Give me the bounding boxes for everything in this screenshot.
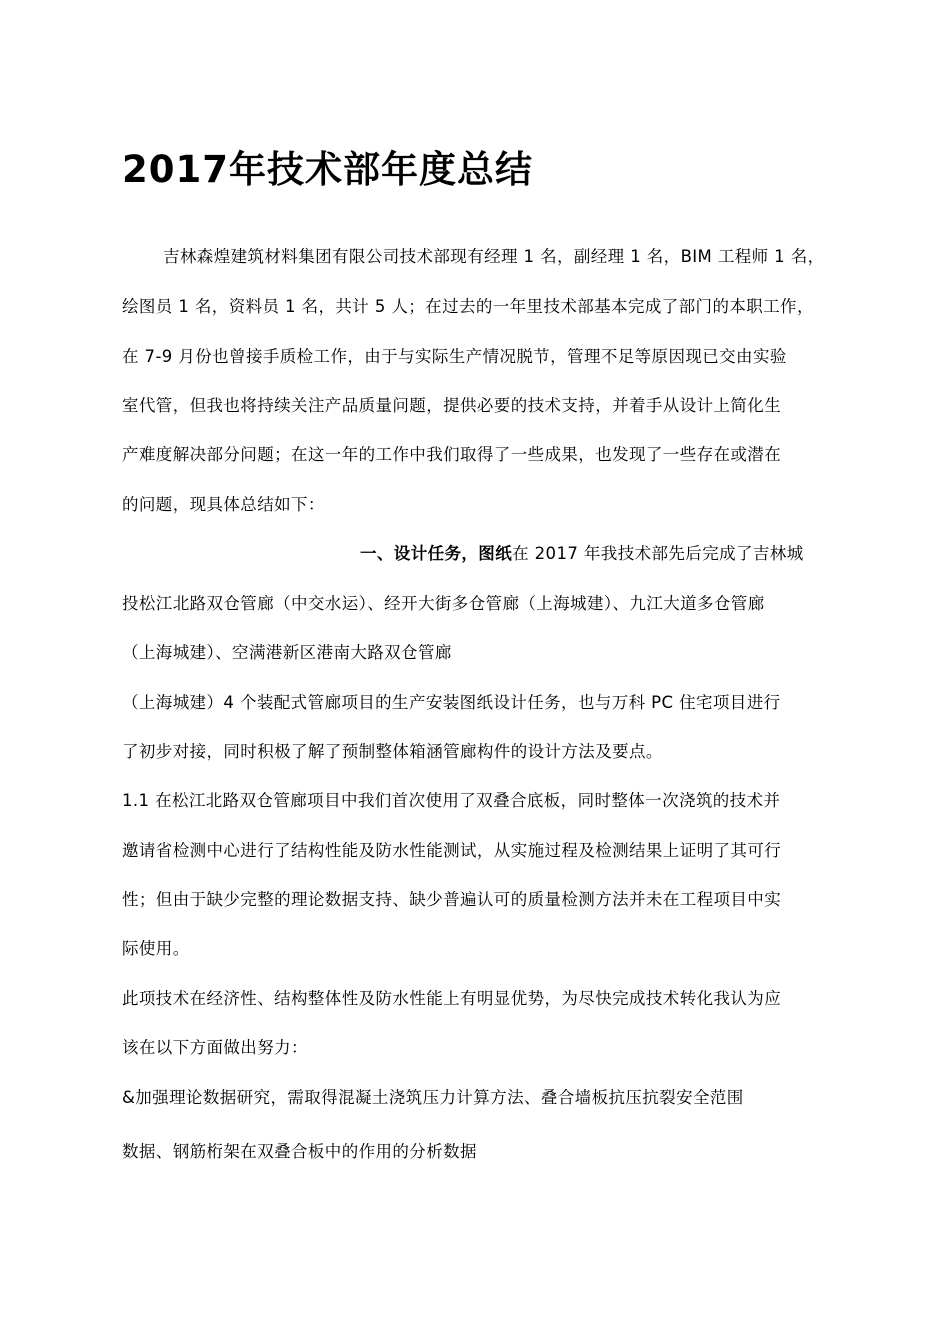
paragraph-line: 该在以下方面做出努力：	[122, 1038, 308, 1057]
paragraph-line: 际使用。	[122, 939, 190, 958]
paragraph-line: &加强理论数据研究，需取得混凝土浇筑压力计算方法、叠合墙板抗压抗裂安全范围	[122, 1088, 744, 1107]
paragraph-line: 绘图员 1 名，资料员 1 名，共计 5 人；在过去的一年里技术部基本完成了部门的本职工作，	[122, 297, 814, 316]
paragraph-line: 的问题，现具体总结如下：	[122, 495, 325, 514]
paragraph-line: 1.1 在松江北路双仓管廊项目中我们首次使用了双叠合底板，同时整体一次浇筑的技术并	[122, 791, 781, 810]
section-heading-tail: 在 2017 年我技术部先后完成了吉林城	[512, 544, 804, 563]
paragraph-line: 邀请省检测中心进行了结构性能及防水性能测试，从实施过程及检测结果上证明了其可行	[122, 841, 782, 860]
paragraph-line: 产难度解决部分问题；在这一年的工作中我们取得了一些成果，也发现了一些存在或潜在	[122, 445, 782, 464]
paragraph-line: 吉林森煌建筑材料集团有限公司技术部现有经理 1 名，副经理 1 名，BIM 工程师 1 名，	[163, 247, 825, 266]
paragraph-line: 性；但由于缺少完整的理论数据支持、缺少普遍认可的质量检测方法并未在工程项目中实	[122, 890, 782, 909]
section-heading: 一、设计任务，图纸	[360, 544, 513, 563]
paragraph-line: 了初步对接，同时积极了解了预制整体箱涵管廊构件的设计方法及要点。	[122, 742, 663, 761]
paragraph-line: （上海城建）4 个装配式管廊项目的生产安装图纸设计任务，也与万科 PC 住宅项目进行	[122, 693, 781, 712]
paragraph-line: 数据、钢筋桁架在双叠合板中的作用的分析数据	[122, 1142, 477, 1161]
paragraph-line: 此项技术在经济性、结构整体性及防水性能上有明显优势，为尽快完成技术转化我认为应	[122, 989, 782, 1008]
paragraph-line: 在 7-9 月份也曾接手质检工作，由于与实际生产情况脱节，管理不足等原因现已交由实验	[122, 347, 787, 366]
paragraph-line: 室代管，但我也将持续关注产品质量问题，提供必要的技术支持，并着手从设计上简化生	[122, 396, 782, 415]
document-title: 2017年技术部年度总结	[122, 148, 533, 191]
paragraph-line: （上海城建）、空满港新区港南大路双仓管廊	[122, 643, 452, 662]
paragraph-line: 投松江北路双仓管廊（中交水运）、经开大街多仓管廊（上海城建）、九江大道多仓管廊	[122, 594, 765, 613]
section-heading-line	[360, 540, 804, 564]
